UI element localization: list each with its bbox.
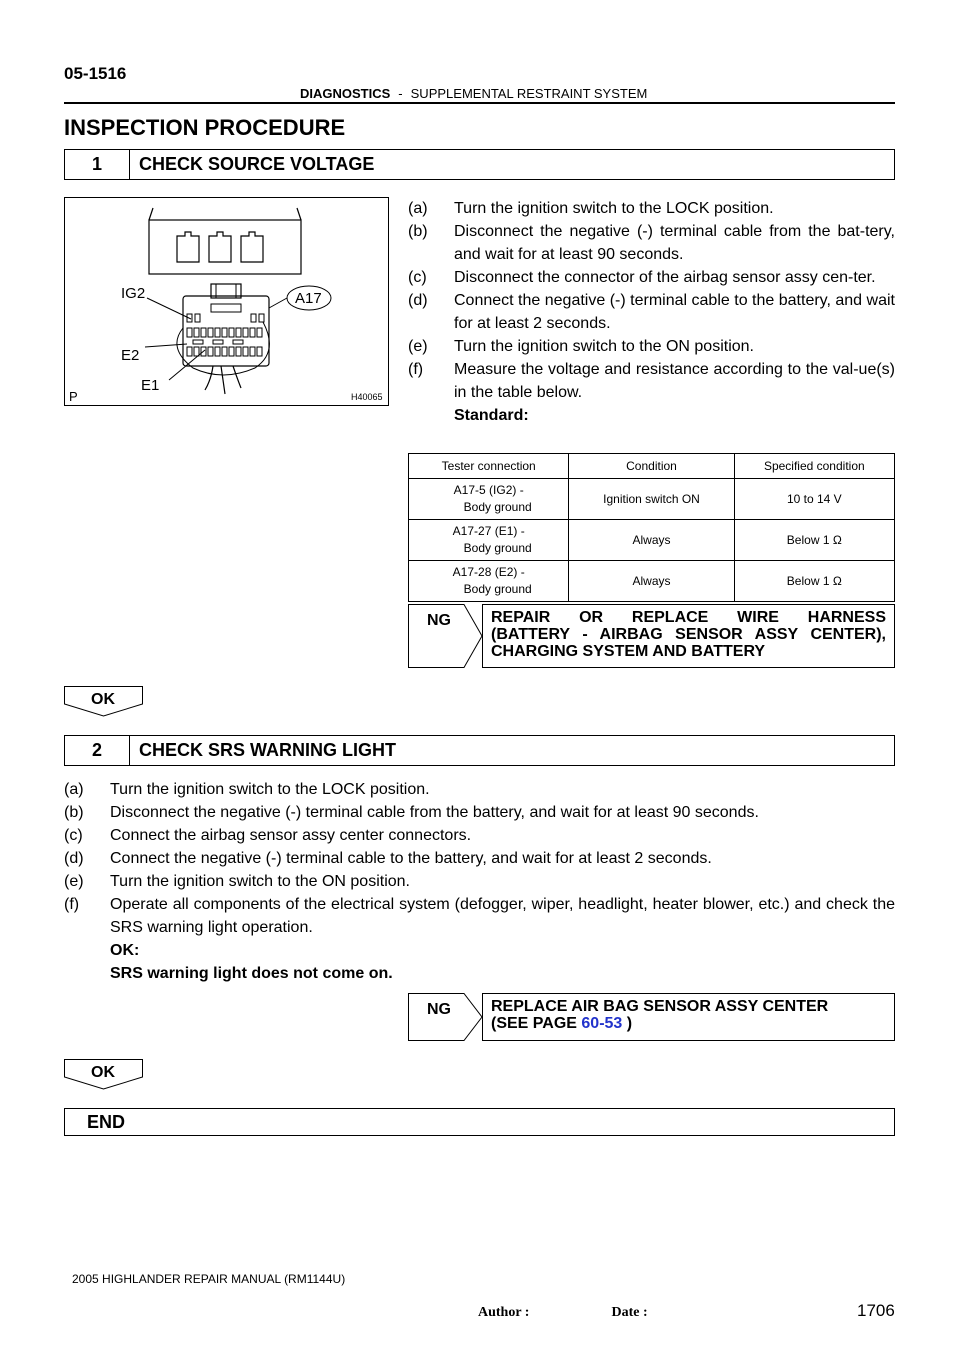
step-1-header — [64, 149, 895, 180]
list-item: (f) Operate all components of the electrical system (defogger, wiper, headlight, heater blower, etc.) and check the SRS warning light operation. — [64, 896, 895, 936]
table-cell: Below 1 Ω — [734, 520, 894, 561]
step-2-number: 2 — [65, 736, 130, 765]
header-separator: - — [398, 86, 403, 101]
step-2-header — [64, 735, 895, 766]
table-header: Specified condition — [734, 454, 894, 479]
list-item: (d) Connect the negative (-) terminal cable to the battery, and wait for at least 2 seconds. — [408, 292, 895, 332]
list-item: (c) Connect the airbag sensor assy center connectors. — [64, 827, 472, 844]
step-1-heading: CHECK SOURCE VOLTAGE — [139, 154, 375, 174]
table-header-row — [409, 454, 895, 479]
step-1-instructions — [408, 197, 895, 427]
end-label: END — [87, 1112, 126, 1132]
connector-diagram — [65, 198, 388, 405]
date-label: Date : — [611, 1305, 648, 1320]
table-row — [409, 479, 895, 520]
ok-criteria-text: SRS warning light does not come on. — [110, 965, 393, 982]
ng-action-box — [482, 993, 895, 1041]
step-1-ng-result — [408, 604, 895, 668]
header-section: DIAGNOSTICS — [300, 86, 391, 101]
ng-action-line: (SEE PAGE 60-53 ) — [491, 1015, 633, 1032]
end-box — [64, 1108, 895, 1136]
ng-action-line: (BATTERY - AIRBAG SENSOR ASSY CENTER), — [491, 626, 886, 643]
author-date-line — [478, 1305, 730, 1321]
step-1-ok-result — [64, 686, 144, 717]
list-item: (f) Measure the voltage and resistance according to the val-ue(s) in the table below. — [408, 361, 895, 401]
list-item: (e) Turn the ignition switch to the ON position. — [64, 873, 410, 890]
ng-label: NG — [427, 1001, 451, 1018]
label-e2: E2 — [121, 347, 140, 364]
list-item: (b) Disconnect the negative (-) terminal cable from the bat-tery, and wait for at least 90 seconds. — [408, 223, 895, 263]
connector-figure — [64, 197, 389, 406]
label-e1: E1 — [141, 377, 160, 394]
table-cell: A17-28 (E2) - Body ground — [409, 561, 569, 602]
page-reference-link[interactable]: 60-53 — [581, 1015, 623, 1032]
table-header: Condition — [569, 454, 734, 479]
step-2-heading: CHECK SRS WARNING LIGHT — [139, 740, 397, 760]
figure-code: H40065 — [351, 392, 383, 402]
ng-label: NG — [427, 612, 451, 629]
ok-label: OK — [91, 691, 115, 708]
ng-action-line: REPLACE AIR BAG SENSOR ASSY CENTER — [491, 998, 829, 1015]
ng-action-line: CHARGING SYSTEM AND BATTERY — [491, 643, 766, 660]
step-2-ng-result — [408, 993, 895, 1041]
table-cell: Ignition switch ON — [569, 479, 734, 520]
header-rule — [64, 102, 895, 104]
running-header — [300, 86, 647, 101]
label-a17: A17 — [295, 290, 322, 307]
ng-action-box — [482, 604, 895, 668]
table-cell: A17-5 (IG2) - Body ground — [409, 479, 569, 520]
spec-table — [408, 453, 895, 602]
author-label: Author : — [478, 1305, 530, 1320]
figure-corner-mark: P — [69, 389, 78, 404]
list-item: (b) Disconnect the negative (-) terminal cable from the battery, and wait for at least 90 seconds. — [64, 804, 759, 821]
step-2-ok-result — [64, 1059, 144, 1090]
table-cell: Below 1 Ω — [734, 561, 894, 602]
list-item: (c) Disconnect the connector of the airbag sensor assy cen-ter. — [408, 269, 876, 286]
table-cell: Always — [569, 520, 734, 561]
page-title: INSPECTION PROCEDURE — [64, 115, 346, 140]
table-cell: Always — [569, 561, 734, 602]
header-subsection: SUPPLEMENTAL RESTRAINT SYSTEM — [410, 86, 648, 101]
page-number: 05-1516 — [64, 64, 127, 83]
step-2-instructions — [64, 778, 895, 985]
footer-manual-title: 2005 HIGHLANDER REPAIR MANUAL (RM1144U) — [72, 1272, 346, 1286]
standard-label: Standard: — [454, 407, 529, 424]
table-header: Tester connection — [409, 454, 569, 479]
ok-criteria-label: OK: — [110, 942, 140, 959]
page-total: 1706 — [857, 1301, 895, 1320]
list-item: (a) Turn the ignition switch to the LOCK position. — [64, 781, 430, 798]
list-item: (d) Connect the negative (-) terminal cable to the battery, and wait for at least 2 seconds. — [64, 850, 712, 867]
ng-action-line: REPAIR OR REPLACE WIRE HARNESS — [491, 609, 886, 626]
list-item: (e) Turn the ignition switch to the ON position. — [408, 338, 754, 355]
label-ig2: IG2 — [121, 285, 146, 302]
table-row — [409, 520, 895, 561]
table-row — [409, 561, 895, 602]
list-item: (a) Turn the ignition switch to the LOCK position. — [408, 200, 774, 217]
table-cell: 10 to 14 V — [734, 479, 894, 520]
ok-label: OK — [91, 1064, 115, 1081]
table-cell: A17-27 (E1) - Body ground — [409, 520, 569, 561]
step-1-number: 1 — [65, 150, 130, 179]
